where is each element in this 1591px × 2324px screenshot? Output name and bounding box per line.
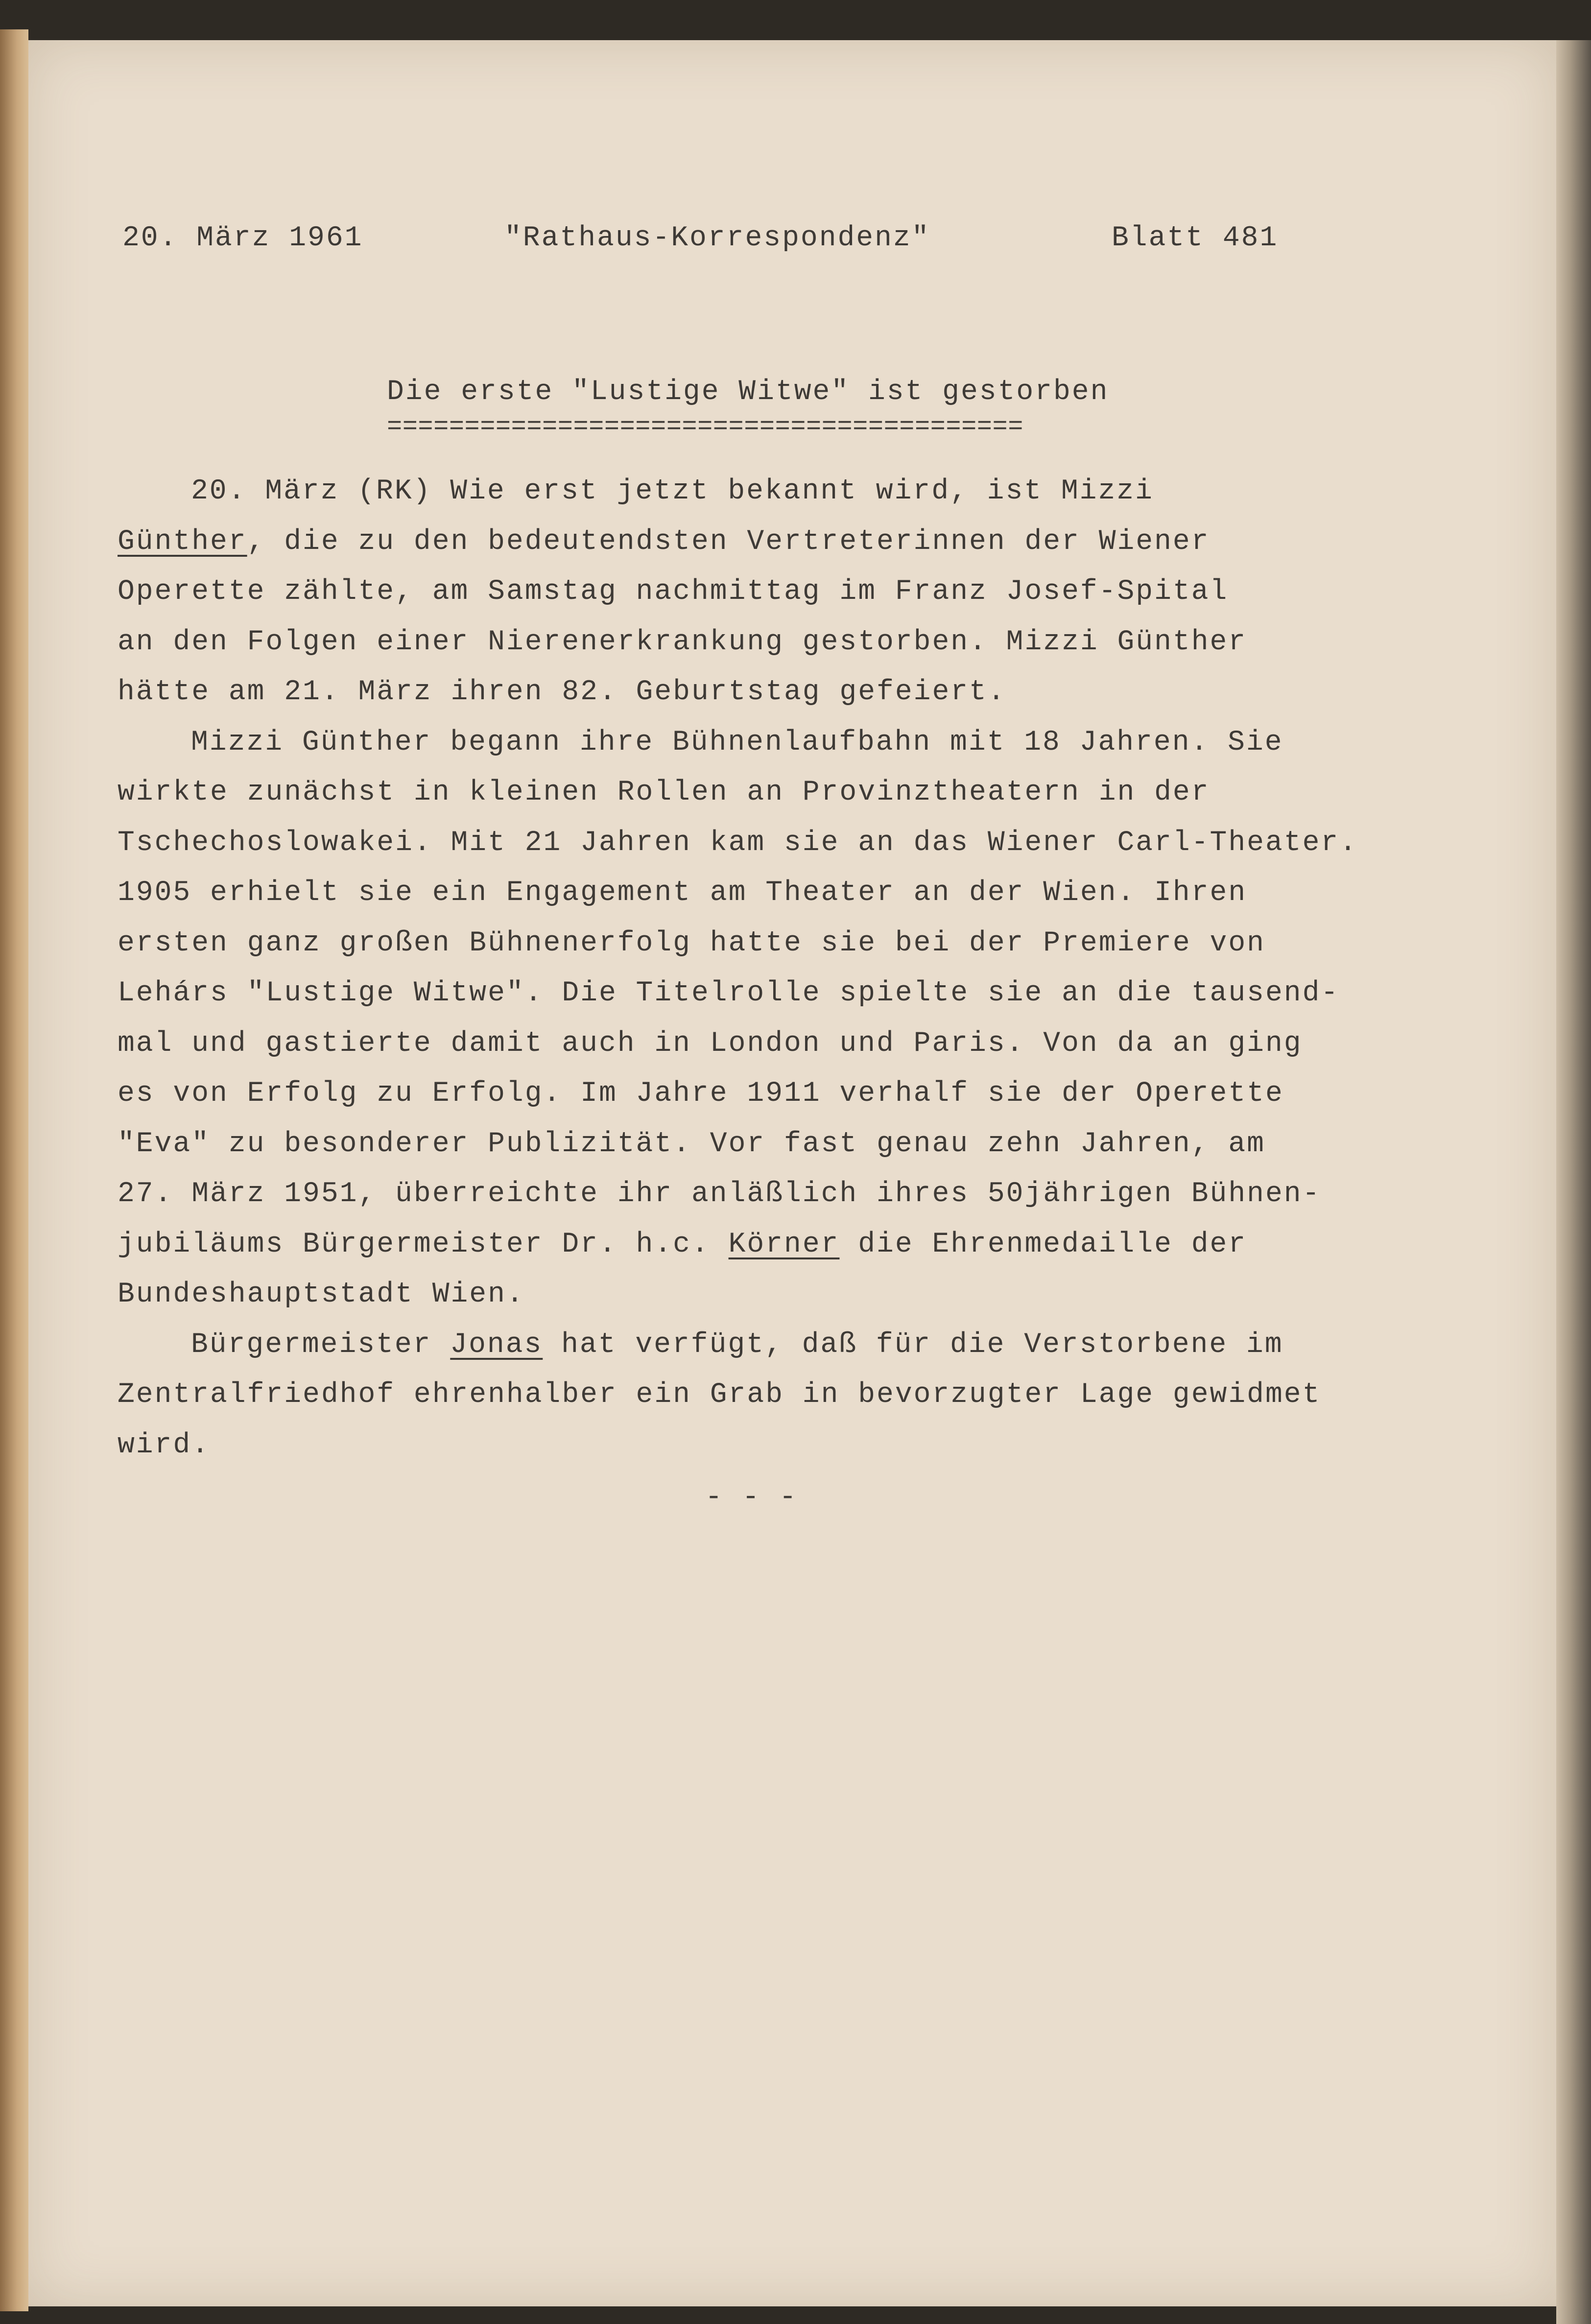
underlined-name: Jonas	[450, 1329, 543, 1361]
text-segment: wirkte zunächst in kleinen Rollen an Provinztheatern in der	[118, 777, 1210, 808]
body-line	[118, 979, 1339, 1008]
body-line	[118, 829, 1358, 857]
article-title: Die erste "Lustige Witwe" ist gestorben	[387, 376, 1109, 408]
body-line	[118, 1281, 525, 1309]
text-segment: Lehárs "Lustige Witwe". Die Titelrolle spielte sie an die tausend-	[118, 977, 1340, 1009]
body-line	[191, 729, 1283, 757]
title-double-rule: =========================================	[387, 412, 1023, 441]
underlined-name: Körner	[728, 1229, 840, 1260]
header-sheet-number: Blatt 481	[1112, 222, 1279, 254]
body-line	[118, 678, 1006, 707]
text-segment: an den Folgen einer Nierenerkrankung gestorben. Mizzi Günther	[118, 626, 1247, 658]
body-line	[118, 1231, 1247, 1259]
text-segment: wird.	[118, 1429, 211, 1461]
text-segment: Operette zählte, am Samstag nachmittag im Franz Josef-Spital	[118, 576, 1229, 608]
body-line	[118, 628, 1247, 657]
text-segment: hat verfügt, daß für die Verstorbene im	[543, 1329, 1283, 1361]
header-date: 20. März 1961	[122, 222, 363, 254]
header-publication: "Rathaus-Korrespondenz"	[504, 222, 930, 254]
body-line	[118, 578, 1228, 606]
body-line	[118, 1130, 1265, 1159]
body-line	[191, 477, 1154, 506]
text-segment: jubiläums Bürgermeister Dr. h.c.	[118, 1229, 729, 1260]
text-segment: hätte am 21. März ihren 82. Geburtstag gefeiert.	[118, 676, 1006, 708]
text-segment: es von Erfolg zu Erfolg. Im Jahre 1911 verhalf sie der Operette	[118, 1078, 1284, 1110]
body-line	[118, 1381, 1321, 1409]
text-segment: mal und gastierte damit auch in London und Paris. Von da an ging	[118, 1028, 1303, 1060]
text-segment: ersten ganz großen Bühnenerfolg hatte sie bei der Premiere von	[118, 927, 1265, 959]
underlined-name: Günther	[118, 526, 247, 558]
body-line	[118, 1030, 1303, 1058]
text-segment: Mizzi Günther begann ihre Bühnenlaufbahn mit 18 Jahren. Sie	[191, 727, 1283, 759]
text-segment: Zentralfriedhof ehrenhalber ein Grab in bevorzugter Lage gewidmet	[118, 1379, 1321, 1411]
text-segment: 27. März 1951, überreichte ihr anläßlich ihres 50jährigen Bühnen-	[118, 1178, 1321, 1210]
text-segment: Bundeshauptstadt Wien.	[118, 1279, 525, 1310]
text-segment: "Eva" zu besonderer Publizität. Vor fast genau zehn Jahren, am	[118, 1128, 1265, 1160]
body-line	[118, 929, 1265, 958]
text-segment: Bürgermeister	[191, 1329, 451, 1361]
closing-dashes: - - -	[705, 1482, 798, 1514]
body-line	[118, 879, 1247, 907]
binding-left-page-edge	[0, 29, 28, 2311]
body-line	[118, 1180, 1321, 1209]
text-segment: Tschechoslowakei. Mit 21 Jahren kam sie an das Wiener Carl-Theater.	[118, 827, 1358, 859]
body-line	[191, 1331, 1283, 1359]
text-segment: 20. März (RK) Wie erst jetzt bekannt wird, ist Mizzi	[191, 475, 1154, 507]
body-line	[118, 779, 1210, 807]
body-line	[118, 528, 1210, 556]
text-segment: , die zu den bedeutendsten Vertreterinnen der Wiener	[247, 526, 1210, 558]
text-segment: die Ehrenmedaille der	[839, 1229, 1247, 1260]
page-stack-edge	[1556, 40, 1591, 2324]
body-line	[118, 1080, 1284, 1108]
body-line	[118, 1431, 210, 1460]
text-segment: 1905 erhielt sie ein Engagement am Theater an der Wien. Ihren	[118, 877, 1247, 909]
